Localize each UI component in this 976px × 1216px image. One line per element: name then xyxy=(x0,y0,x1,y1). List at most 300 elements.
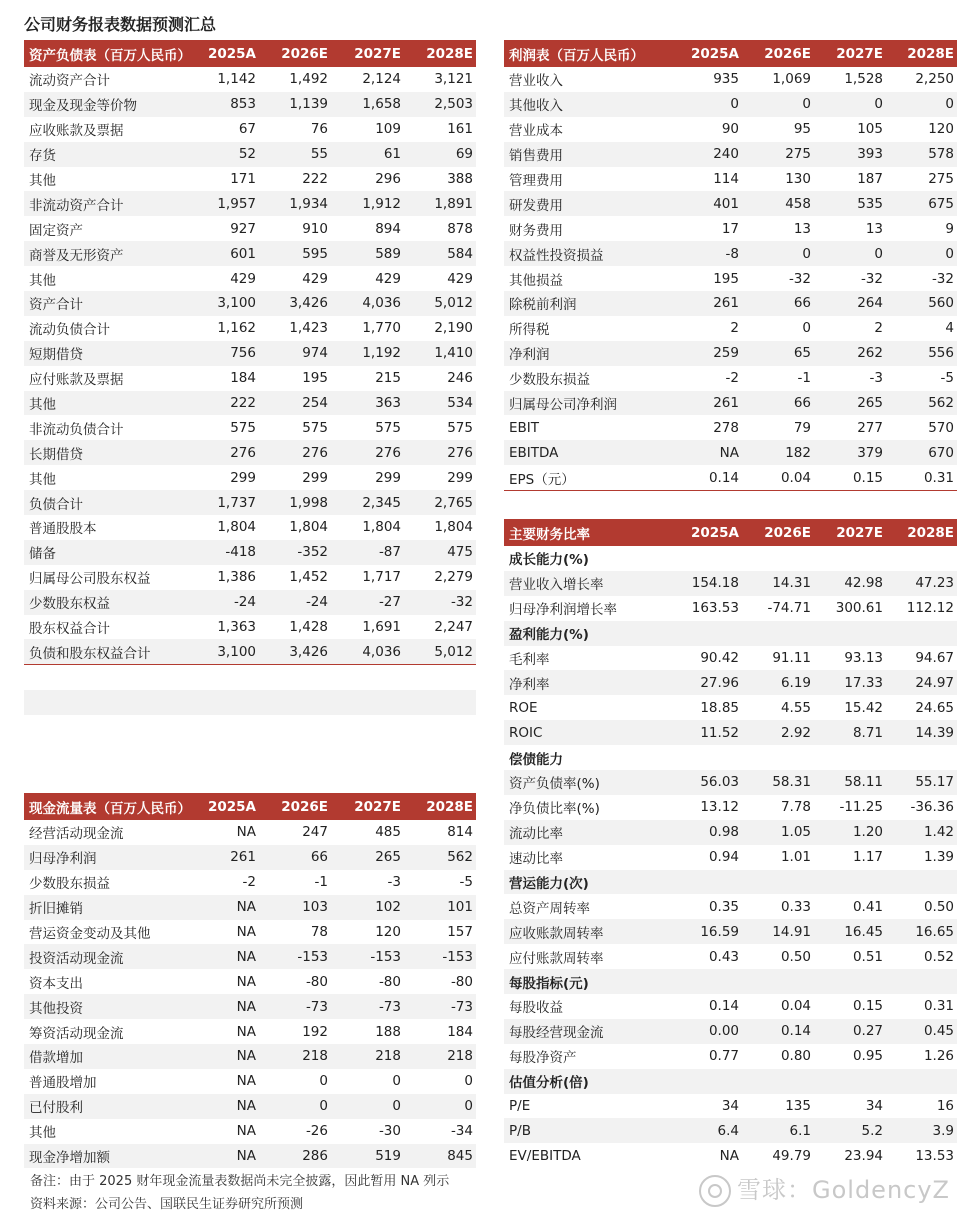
table-row xyxy=(24,969,476,994)
row-label: 净负债比率(%) xyxy=(509,801,600,818)
table-row xyxy=(24,639,476,664)
table-row xyxy=(504,241,957,266)
row-label: 储备 xyxy=(24,540,194,565)
row-label: 少数股东权益 xyxy=(24,590,194,615)
cell-value: 429 xyxy=(447,270,473,287)
cell-value: 878 xyxy=(447,220,473,237)
empty-cell xyxy=(24,665,194,690)
cell-value: 853 xyxy=(194,92,259,117)
table-row xyxy=(504,341,957,366)
cell-value: -80 xyxy=(378,973,401,990)
table-row xyxy=(24,366,476,391)
cell-value: 2 xyxy=(874,320,883,337)
empty-row xyxy=(24,690,476,715)
row-label: 少数股东损益 xyxy=(29,876,110,893)
cell-value: 55.17 xyxy=(886,770,957,795)
cell-value: 1,423 xyxy=(289,320,328,337)
cell-value: 429 xyxy=(302,270,328,287)
cell-value: 52 xyxy=(194,142,259,167)
cell-value: 5,012 xyxy=(404,639,476,664)
row-label: 流动资产合计 xyxy=(29,73,110,90)
table-row xyxy=(504,571,957,596)
cell-value: 2,279 xyxy=(434,569,473,586)
cell-value: 935 xyxy=(713,71,739,88)
cell-value: NA xyxy=(236,1023,256,1040)
cell-value: 1,737 xyxy=(194,490,259,515)
cell-value: 475 xyxy=(404,540,476,565)
row-label: 净利率 xyxy=(504,670,669,695)
row-label: EBITDA xyxy=(504,440,669,465)
cell-value: 276 xyxy=(404,440,476,465)
cell-value: NA xyxy=(236,824,256,841)
row-label: EV/EBITDA xyxy=(509,1147,581,1164)
cell-value: 570 xyxy=(928,419,954,436)
cell-value: 222 xyxy=(302,171,328,187)
table-row xyxy=(504,191,957,216)
column-header: 2026E xyxy=(742,40,814,67)
cell-value: 13.12 xyxy=(700,799,739,816)
cell-value: 95 xyxy=(793,121,811,138)
cell-value: 0.98 xyxy=(669,820,742,845)
cell-value: -2 xyxy=(242,874,256,891)
empty-cell xyxy=(404,690,476,715)
row-label: 净利润 xyxy=(504,341,669,366)
cell-value: 1,691 xyxy=(362,619,401,636)
cell-value: 0.80 xyxy=(780,1048,811,1065)
row-label: 权益性投资损益 xyxy=(504,241,669,266)
cell-value: 0.45 xyxy=(886,1019,957,1044)
table-row xyxy=(504,770,957,795)
cell-value: 1,804 xyxy=(434,519,473,536)
cell-value: 5,012 xyxy=(404,291,476,316)
table-row xyxy=(24,440,476,465)
cell-value: 5.2 xyxy=(814,1118,886,1143)
table-row xyxy=(24,615,476,640)
page-title: 公司财务报表数据预测汇总 xyxy=(24,15,217,34)
cell-value: 1,804 xyxy=(289,519,328,536)
cell-value: 2,250 xyxy=(915,71,954,88)
row-label: 其他 xyxy=(29,471,56,488)
cell-value: 18.85 xyxy=(700,699,739,716)
cell-value: 69 xyxy=(404,142,476,167)
financial-ratios-table xyxy=(504,519,957,1168)
cell-value: 0.31 xyxy=(886,465,957,490)
cell-value: 261 xyxy=(669,391,742,416)
cell-value: 1,934 xyxy=(259,191,331,216)
cell-value: 910 xyxy=(302,220,328,237)
table-row xyxy=(504,440,957,465)
cell-value: 261 xyxy=(669,291,742,316)
cell-value: 17 xyxy=(721,220,739,237)
cell-value: 1.42 xyxy=(886,820,957,845)
watermark-text: 雪球：GoldencyZ xyxy=(737,1176,950,1204)
cell-value: 575 xyxy=(230,419,256,436)
cell-value: 0 xyxy=(259,1094,331,1119)
cell-value: 157 xyxy=(447,924,473,940)
table-row xyxy=(24,415,476,440)
table-row xyxy=(24,117,476,142)
column-header: 2027E xyxy=(814,519,886,546)
cell-value: 1,770 xyxy=(362,320,401,337)
cell-value: 1,452 xyxy=(289,569,328,586)
cell-value: 154.18 xyxy=(669,571,742,596)
cell-value: 24.97 xyxy=(886,670,957,695)
cell-value: 1,528 xyxy=(844,71,883,88)
cell-value: -153 xyxy=(259,944,331,969)
cell-value: 276 xyxy=(259,440,331,465)
cell-value: 171 xyxy=(230,171,256,187)
row-label: 营业收入 xyxy=(509,73,563,90)
cell-value: 195 xyxy=(302,370,328,387)
column-header: 2026E xyxy=(259,793,331,820)
cell-value: 0.31 xyxy=(923,998,954,1015)
cell-value: 94.67 xyxy=(915,650,954,666)
table-header-row xyxy=(504,519,957,546)
cell-value: 67 xyxy=(238,121,256,138)
column-header: 2027E xyxy=(331,40,404,67)
row-label: 流动负债合计 xyxy=(29,322,110,339)
section-label: 偿债能力 xyxy=(509,751,563,768)
balance-sheet-table xyxy=(24,40,476,715)
cell-value: 3.9 xyxy=(886,1118,957,1143)
cell-value: 66 xyxy=(742,391,814,416)
cell-value: 1,912 xyxy=(331,191,404,216)
row-label: 其他 xyxy=(24,391,194,416)
empty-cell xyxy=(194,665,259,690)
cell-value: 2,124 xyxy=(362,71,401,88)
table-row xyxy=(24,1094,476,1119)
cell-value: 240 xyxy=(669,142,742,167)
cell-value: 0 xyxy=(886,92,957,117)
cell-value: -74.71 xyxy=(767,600,811,617)
cell-value: 589 xyxy=(331,241,404,266)
cell-value: 363 xyxy=(331,391,404,416)
cell-value: 299 xyxy=(302,469,328,486)
cell-value: 595 xyxy=(259,241,331,266)
cell-value: -24 xyxy=(194,590,259,615)
column-header: 2028E xyxy=(404,793,476,820)
cell-value: 182 xyxy=(742,440,814,465)
table-row xyxy=(504,291,957,316)
cell-value: 0.04 xyxy=(742,465,814,490)
row-label: 营业成本 xyxy=(509,123,563,140)
table-row xyxy=(504,366,957,391)
cell-value: 1,142 xyxy=(217,71,256,88)
row-label: 应付账款及票据 xyxy=(29,372,124,389)
cell-value: NA xyxy=(236,973,256,990)
section-label: 盈利能力(%) xyxy=(504,621,957,646)
cell-value: 2,190 xyxy=(434,320,473,337)
cell-value: 429 xyxy=(375,270,401,287)
section-label: 成长能力(%) xyxy=(509,552,589,569)
cell-value: 4,036 xyxy=(331,639,404,664)
cell-value: 562 xyxy=(404,845,476,870)
cell-value: 0.27 xyxy=(814,1019,886,1044)
cell-value: 2,503 xyxy=(404,92,476,117)
cell-value: 9 xyxy=(945,220,954,237)
table-row xyxy=(24,845,476,870)
table-row xyxy=(24,490,476,515)
column-header: 2025A xyxy=(669,519,742,546)
cell-value: 1,658 xyxy=(331,92,404,117)
cell-value: 278 xyxy=(713,419,739,436)
row-label: 营运资金变动及其他 xyxy=(29,926,151,942)
cell-value: 13 xyxy=(865,220,883,237)
cell-value: 90.42 xyxy=(700,650,739,666)
cell-value: 23.94 xyxy=(844,1147,883,1164)
cell-value: 845 xyxy=(404,1144,476,1169)
table-row xyxy=(24,1144,476,1169)
cell-value: 184 xyxy=(447,1023,473,1040)
cell-value: 3,426 xyxy=(259,291,331,316)
cell-value: 2,247 xyxy=(434,619,473,636)
cell-value: -80 xyxy=(305,973,328,990)
section-header-row xyxy=(504,1069,957,1094)
cell-value: 259 xyxy=(669,341,742,366)
table-row xyxy=(504,216,957,241)
column-header: 2025A xyxy=(194,793,259,820)
cell-value: 91.11 xyxy=(772,650,811,666)
table-row xyxy=(504,919,957,944)
cell-value: 0.35 xyxy=(708,898,739,915)
table-row xyxy=(504,646,957,671)
cell-value: 1.17 xyxy=(852,849,883,866)
cell-value: 0.95 xyxy=(852,1048,883,1065)
cell-value: 66 xyxy=(259,845,331,870)
table-row xyxy=(504,845,957,870)
cell-value: 0.00 xyxy=(669,1019,742,1044)
cell-value: NA xyxy=(194,994,259,1019)
row-label: 速动比率 xyxy=(509,851,563,868)
row-label: 其他 xyxy=(29,272,56,289)
cell-value: 0.15 xyxy=(814,465,886,490)
table-row xyxy=(24,820,476,845)
cell-value: 163.53 xyxy=(691,600,739,617)
cell-value: 65 xyxy=(742,341,814,366)
table-row xyxy=(504,894,957,919)
cell-value: 16 xyxy=(936,1098,954,1115)
row-label: EPS（元） xyxy=(504,465,669,490)
cell-value: 16.45 xyxy=(814,919,886,944)
cell-value: 109 xyxy=(375,121,401,138)
cell-value: 277 xyxy=(857,419,883,436)
cell-value: 575 xyxy=(447,419,473,436)
row-label: 销售费用 xyxy=(504,142,669,167)
cell-value: 485 xyxy=(375,824,401,841)
table-row xyxy=(24,465,476,490)
cell-value: 0 xyxy=(742,92,814,117)
section-header-row xyxy=(504,745,957,770)
cell-value: 2 xyxy=(730,320,739,337)
cell-value: 814 xyxy=(447,824,473,841)
cell-value: 112.12 xyxy=(906,600,954,617)
cell-value: 2,765 xyxy=(404,490,476,515)
row-label: 资产负债率(%) xyxy=(504,770,669,795)
cell-value: 0 xyxy=(814,92,886,117)
cell-value: 6.4 xyxy=(669,1118,742,1143)
cell-value: 1.26 xyxy=(923,1048,954,1065)
row-label: 短期借贷 xyxy=(24,341,194,366)
table-row xyxy=(504,167,957,192)
cell-value: 16.65 xyxy=(886,919,957,944)
cell-value: 218 xyxy=(259,1044,331,1069)
cell-value: 275 xyxy=(742,142,814,167)
cell-value: 0.51 xyxy=(852,948,883,965)
cash-flow-table xyxy=(24,793,476,1168)
row-label: 少数股东损益 xyxy=(509,372,590,389)
row-label: 其他 xyxy=(29,173,56,189)
cell-value: 401 xyxy=(669,191,742,216)
cell-value: 254 xyxy=(259,391,331,416)
remark-note: 备注：由于 2025 财年现金流量表数据尚未完全披露，因此暂用 NA 列示 xyxy=(30,1174,450,1189)
cell-value: 61 xyxy=(331,142,404,167)
table-row xyxy=(24,1019,476,1044)
row-label: 投资活动现金流 xyxy=(24,944,194,969)
cell-value: 756 xyxy=(194,341,259,366)
cell-value: 161 xyxy=(447,121,473,138)
cell-value: 215 xyxy=(375,370,401,387)
cell-value: 0.77 xyxy=(708,1048,739,1065)
cell-value: 135 xyxy=(785,1098,811,1115)
cell-value: 13.53 xyxy=(915,1147,954,1164)
cell-value: 120 xyxy=(928,121,954,138)
cell-value: 0.50 xyxy=(923,898,954,915)
cell-value: 120 xyxy=(375,924,401,940)
table-title: 现金流量表（百万人民币） xyxy=(24,793,194,820)
cell-value: 264 xyxy=(814,291,886,316)
row-label: 除税前利润 xyxy=(504,291,669,316)
section-label: 每股指标(元) xyxy=(504,969,957,994)
cell-value: 0 xyxy=(319,1073,328,1090)
cell-value: -24 xyxy=(259,590,331,615)
table-row xyxy=(504,465,957,490)
cell-value: 14.91 xyxy=(742,919,814,944)
cell-value: 379 xyxy=(814,440,886,465)
cell-value: 105 xyxy=(857,121,883,138)
cell-value: 0 xyxy=(742,241,814,266)
row-label: 固定资产 xyxy=(29,222,83,239)
cell-value: 0 xyxy=(669,92,742,117)
cell-value: 6.19 xyxy=(742,670,814,695)
cell-value: -87 xyxy=(331,540,404,565)
row-label: 应收账款周转率 xyxy=(504,919,669,944)
cell-value: 3,426 xyxy=(259,639,331,664)
source-note: 资料来源：公司公告、国联民生证券研究所预测 xyxy=(30,1197,304,1212)
table-row xyxy=(24,316,476,341)
cell-value: 79 xyxy=(793,419,811,436)
table-row xyxy=(504,1019,957,1044)
table-row xyxy=(24,870,476,895)
cell-value: -80 xyxy=(450,973,473,990)
cell-value: 16.59 xyxy=(669,919,742,944)
section-header-row xyxy=(504,621,957,646)
row-label: 营业收入增长率 xyxy=(504,571,669,596)
table-row xyxy=(24,167,476,192)
table-row xyxy=(24,895,476,920)
table-row xyxy=(24,515,476,540)
cell-value: 130 xyxy=(785,171,811,187)
cell-value: -73 xyxy=(331,994,404,1019)
cell-value: -2 xyxy=(725,370,739,387)
row-label: P/B xyxy=(504,1118,669,1143)
cell-value: 93.13 xyxy=(844,650,883,666)
cell-value: 575 xyxy=(375,419,401,436)
table-header-row xyxy=(24,40,476,67)
cell-value: 0.52 xyxy=(923,948,954,965)
cell-value: -11.25 xyxy=(839,799,883,816)
cell-value: 894 xyxy=(375,220,401,237)
cell-value: 675 xyxy=(886,191,957,216)
table-row xyxy=(504,1143,957,1168)
column-header: 2026E xyxy=(259,40,331,67)
table-row xyxy=(24,994,476,1019)
empty-cell xyxy=(404,665,476,690)
cell-value: 34 xyxy=(865,1098,883,1115)
cell-value: 296 xyxy=(375,171,401,187)
cell-value: 286 xyxy=(259,1144,331,1169)
cell-value: 299 xyxy=(375,469,401,486)
row-label: 其他损益 xyxy=(509,272,563,289)
cell-value: 1,139 xyxy=(259,92,331,117)
cell-value: -3 xyxy=(387,874,401,891)
cell-value: 0 xyxy=(886,241,957,266)
cell-value: NA xyxy=(194,1144,259,1169)
cell-value: 299 xyxy=(447,469,473,486)
row-label: 筹资活动现金流 xyxy=(29,1025,124,1042)
cell-value: 458 xyxy=(742,191,814,216)
section-header-row xyxy=(504,546,957,571)
cell-value: -73 xyxy=(404,994,476,1019)
cell-value: 1.01 xyxy=(780,849,811,866)
cell-value: 4 xyxy=(945,320,954,337)
table-row xyxy=(24,142,476,167)
row-label: 归母净利润 xyxy=(24,845,194,870)
cell-value: 218 xyxy=(331,1044,404,1069)
cell-value: -32 xyxy=(931,270,954,287)
table-row xyxy=(24,391,476,416)
cell-value: 114 xyxy=(713,171,739,187)
table-row xyxy=(24,944,476,969)
cell-value: NA xyxy=(194,895,259,920)
table-row xyxy=(504,92,957,117)
cell-value: 24.65 xyxy=(915,699,954,716)
row-label: ROIC xyxy=(504,720,669,745)
cell-value: 78 xyxy=(310,924,328,940)
row-label: 折旧摊销 xyxy=(24,895,194,920)
cell-value: 2,345 xyxy=(331,490,404,515)
cell-value: 1,428 xyxy=(289,619,328,636)
table-row xyxy=(504,415,957,440)
cell-value: -32 xyxy=(404,590,476,615)
row-label: 其他投资 xyxy=(24,994,194,1019)
cell-value: -153 xyxy=(331,944,404,969)
row-label: 普通股股本 xyxy=(29,521,97,538)
row-label: 存货 xyxy=(24,142,194,167)
cell-value: -5 xyxy=(940,370,954,387)
cell-value: -8 xyxy=(669,241,742,266)
table-row xyxy=(504,944,957,969)
cell-value: 102 xyxy=(331,895,404,920)
cell-value: 3,121 xyxy=(434,71,473,88)
cell-value: 246 xyxy=(447,370,473,387)
cell-value: 262 xyxy=(814,341,886,366)
cell-value: 584 xyxy=(404,241,476,266)
row-label: 所得税 xyxy=(509,322,550,339)
cell-value: 534 xyxy=(404,391,476,416)
empty-cell xyxy=(24,690,194,715)
row-label: 非流动负债合计 xyxy=(29,421,124,438)
cell-value: 601 xyxy=(194,241,259,266)
